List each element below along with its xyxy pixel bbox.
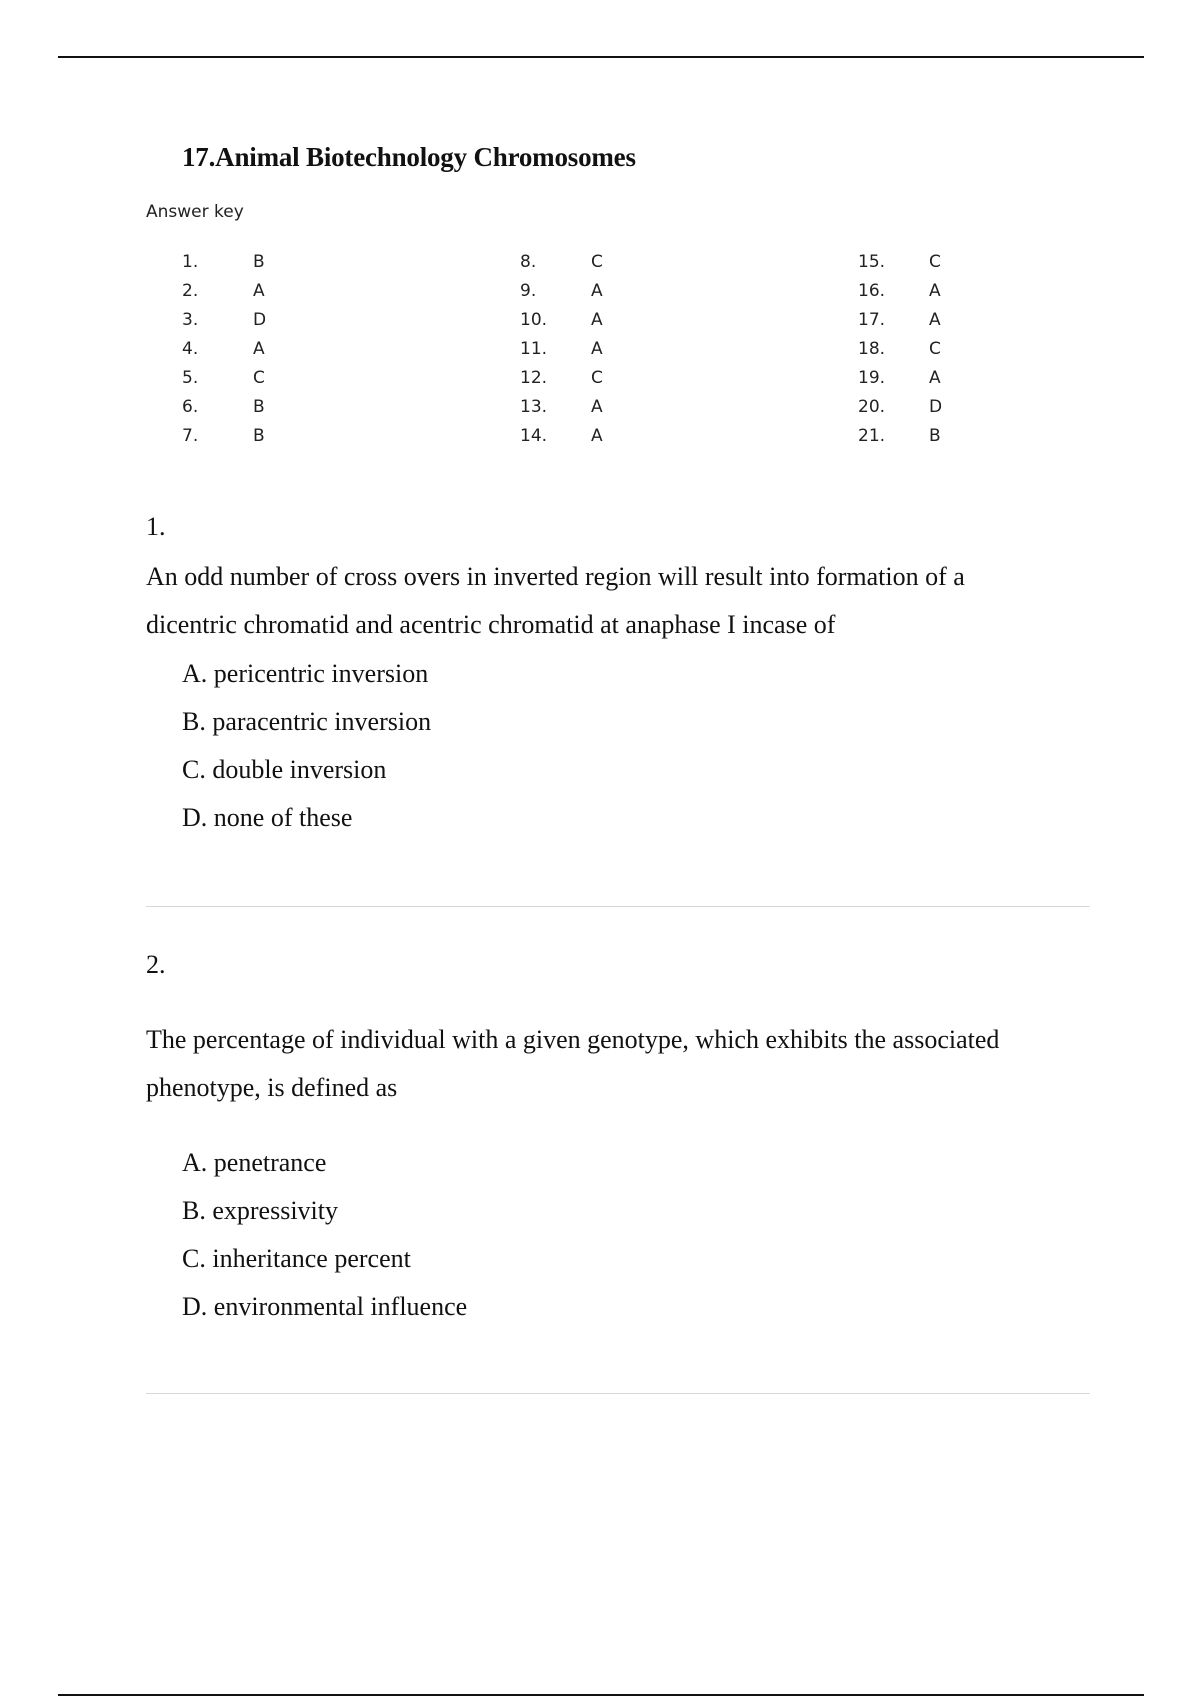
key-number: 11.	[520, 339, 548, 359]
key-answer: B	[253, 252, 265, 272]
answer-key-row	[520, 422, 640, 451]
answer-key-row	[520, 306, 640, 335]
question-2-text	[146, 1016, 1096, 1112]
key-answer: A	[591, 339, 603, 359]
answer-key-row	[858, 306, 978, 335]
key-number: 4.	[182, 339, 199, 359]
key-answer: A	[253, 281, 265, 301]
answer-key-label: Answer key	[146, 202, 244, 222]
key-number: 2.	[182, 281, 199, 301]
key-number: 15.	[858, 252, 886, 272]
key-number: 14.	[520, 426, 548, 446]
answer-key-column-3	[858, 248, 978, 451]
key-answer: C	[929, 252, 941, 272]
question-1-text-line-2: dicentric chromatid and acentric chromatid at anaphase I incase of	[146, 610, 836, 639]
answer-key-row	[858, 422, 978, 451]
key-number: 9.	[520, 281, 537, 301]
answer-key-column-1	[182, 248, 302, 451]
key-answer: A	[929, 310, 941, 330]
question-1-option-a[interactable]: A. pericentric inversion	[182, 659, 429, 688]
question-2-options	[182, 1139, 467, 1331]
answer-key-row	[858, 277, 978, 306]
answer-key-row	[182, 335, 302, 364]
key-answer: D	[929, 397, 943, 417]
key-number: 17.	[858, 310, 886, 330]
key-answer: C	[929, 339, 941, 359]
bottom-rule	[58, 1694, 1144, 1696]
key-answer: B	[253, 426, 265, 446]
answer-key-row	[520, 335, 640, 364]
question-2-text-line-2: phenotype, is defined as	[146, 1073, 398, 1102]
question-1-option-d[interactable]: D. none of these	[182, 803, 353, 832]
key-number: 10.	[520, 310, 548, 330]
key-number: 20.	[858, 397, 886, 417]
answer-key-row	[182, 306, 302, 335]
answer-key-row	[858, 248, 978, 277]
answer-key-column-2	[520, 248, 640, 451]
key-answer: A	[929, 281, 941, 301]
key-answer: B	[929, 426, 941, 446]
top-rule	[58, 56, 1144, 58]
key-number: 8.	[520, 252, 537, 272]
key-number: 13.	[520, 397, 548, 417]
key-number: 12.	[520, 368, 548, 388]
key-answer: A	[929, 368, 941, 388]
question-2-option-d[interactable]: D. environmental influence	[182, 1292, 468, 1321]
key-answer: C	[253, 368, 265, 388]
page-title: 17.Animal Biotechnology Chromosomes	[182, 142, 636, 172]
answer-key-row	[182, 364, 302, 393]
key-answer: D	[253, 310, 267, 330]
answer-key-row	[520, 364, 640, 393]
question-1-options	[182, 650, 431, 842]
question-2-number: 2.	[146, 950, 166, 979]
key-answer: C	[591, 252, 603, 272]
answer-key-row	[520, 248, 640, 277]
answer-key-row	[858, 364, 978, 393]
key-number: 3.	[182, 310, 199, 330]
key-answer: B	[253, 397, 265, 417]
question-1-text	[146, 553, 1096, 649]
question-1-option-b[interactable]: B. paracentric inversion	[182, 707, 432, 736]
answer-key-row	[182, 277, 302, 306]
question-2-text-line-1: The percentage of individual with a given genotype, which exhibits the associated	[146, 1025, 1000, 1054]
question-1-text-line-1: An odd number of cross overs in inverted region will result into formation of a	[146, 562, 965, 591]
question-1-option-c[interactable]: C. double inversion	[182, 755, 387, 784]
key-answer: A	[253, 339, 265, 359]
key-number: 21.	[858, 426, 886, 446]
answer-key-row	[182, 422, 302, 451]
answer-key-row	[520, 277, 640, 306]
answer-key-row	[182, 393, 302, 422]
question-2-option-a[interactable]: A. penetrance	[182, 1148, 327, 1177]
key-answer: A	[591, 281, 603, 301]
answer-key-row	[858, 335, 978, 364]
answer-key-row	[520, 393, 640, 422]
question-2-option-c[interactable]: C. inheritance percent	[182, 1244, 411, 1273]
question-2-option-b[interactable]: B. expressivity	[182, 1196, 338, 1225]
key-number: 7.	[182, 426, 199, 446]
question-separator	[146, 1393, 1090, 1394]
key-answer: A	[591, 397, 603, 417]
key-number: 16.	[858, 281, 886, 301]
key-answer: A	[591, 310, 603, 330]
key-number: 1.	[182, 252, 199, 272]
question-1-number: 1.	[146, 512, 166, 541]
answer-key-row	[182, 248, 302, 277]
key-answer: A	[591, 426, 603, 446]
key-number: 18.	[858, 339, 886, 359]
key-number: 5.	[182, 368, 199, 388]
question-separator	[146, 906, 1090, 907]
key-answer: C	[591, 368, 603, 388]
key-number: 6.	[182, 397, 199, 417]
key-number: 19.	[858, 368, 886, 388]
answer-key-row	[858, 393, 978, 422]
